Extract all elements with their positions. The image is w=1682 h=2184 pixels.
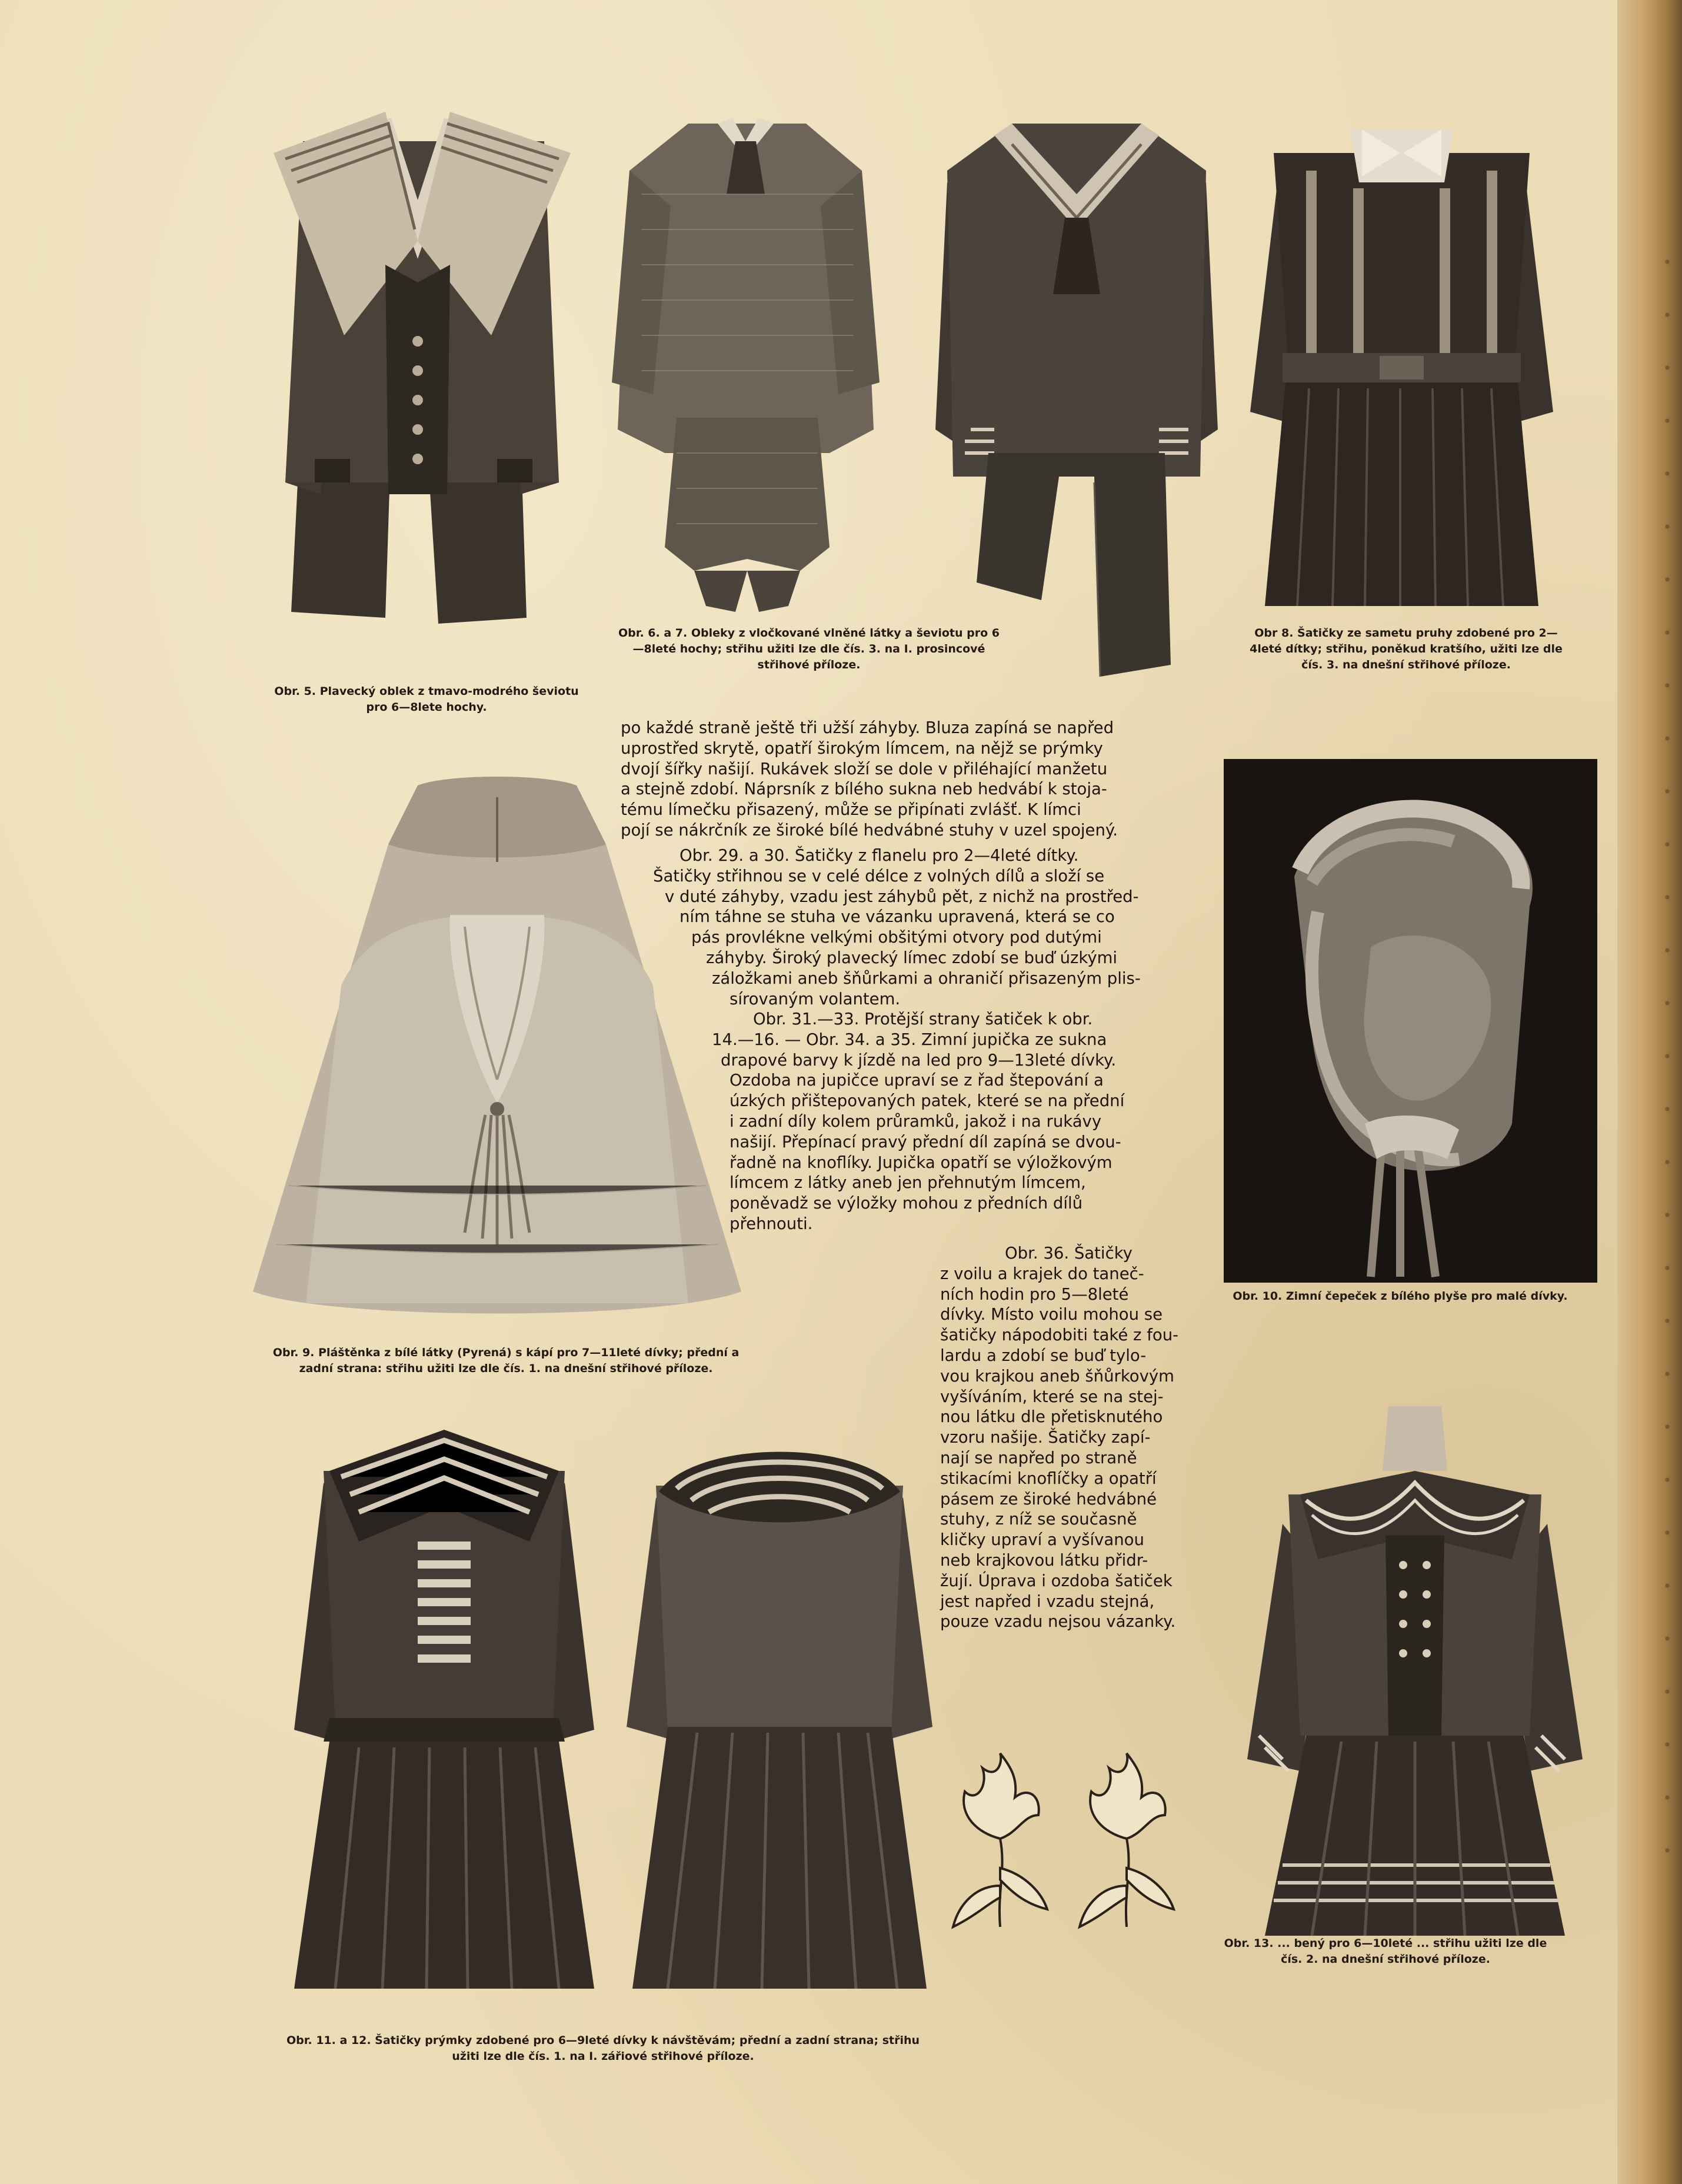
- text-line: úzkých přištepovaných patek, které se na přední: [730, 1091, 1125, 1111]
- figure-10-winter-bonnet-photo: [1224, 759, 1597, 1283]
- figure-5-sailor-suit: [268, 106, 577, 647]
- text-line: kličky upraví a vyšívanou: [940, 1530, 1144, 1550]
- text-line: z voilu a krajek do taneč-: [940, 1264, 1144, 1283]
- text-line: jest napřed i vzadu stejná,: [940, 1592, 1155, 1611]
- text-line: záložkami aneb šňůrkami a ohraničí přisazeným plis-: [712, 968, 1141, 988]
- text-line: ním táhne se stuha ve vázanku upravená, která se co: [680, 907, 1115, 927]
- text-line: Obr. 29. a 30. Šatičky z flanelu pro 2—4leté dítky.: [680, 846, 1079, 865]
- article-text-obr-36: [940, 1243, 1193, 1632]
- text-line: pouze vzadu nejsou vázanky.: [940, 1612, 1176, 1632]
- text-line: záhyby. Široký plavecký límec zdobí se buď úzkými: [706, 948, 1118, 967]
- flower-ornament-left: [941, 1750, 1059, 1933]
- text-line: pojí se nákrčník ze široké bílé hedvábné stuhy v uzel spojený.: [621, 820, 1118, 840]
- text-line: dívky. Místo voilu mohou se: [940, 1305, 1163, 1324]
- caption-obr-6-7: Obr. 6. a 7. Obleky z vločkované vlněné látky a ševiotu pro 6—8leté hochy; střihu užiti lze dle čís. 3. na I. prosincové střihové příloze.: [618, 627, 1000, 671]
- article-text-obr-31-35: [706, 1009, 1206, 1234]
- article-text-obr-29-30: [653, 845, 1194, 1009]
- text-line: po každé straně ještě tři užší záhyby. Bluza zapíná se napřed: [621, 718, 1114, 737]
- text-line: přehnouti.: [730, 1214, 813, 1233]
- figure-6-boys-suit: [606, 100, 885, 630]
- text-line: poněvadž se výložky mohou z předních dílů: [730, 1194, 1083, 1213]
- flower-ornament-right: [1068, 1750, 1185, 1933]
- text-line: ních hodin pro 5—8leté: [940, 1284, 1129, 1304]
- text-line: pásem ze široké hedvábné: [940, 1489, 1157, 1509]
- text-line: dvojí šířky našijí. Rukávek složí se dole v přiléhající manžetu: [621, 759, 1108, 778]
- caption-obr-11-12: Obr. 11. a 12. Šatičky prýmky zdobené pro 6—9leté dívky k návštěvám; přední a zadní strana; střihu užiti lze dle čís. 1. na I. zářiové střihové příloze.: [286, 2034, 920, 2063]
- paragraph-blouse-continuation: [621, 718, 1209, 841]
- text-line: tému límečku přisazený, může se připínati zvlášť. K límci: [621, 800, 1081, 820]
- text-line: Ozdoba na jupičce upraví se z řad štepování a: [730, 1071, 1104, 1090]
- text-line: řadně na knoflíky. Jupička opatří se výložkovým: [730, 1153, 1113, 1172]
- text-line: neb krajkovou látku přidr-: [940, 1550, 1148, 1570]
- text-line: šatičky nápodobiti také z fou-: [940, 1326, 1179, 1345]
- text-line: Šatičky střihnou se v celé délce z volných dílů a složí se: [653, 866, 1105, 885]
- book-page-edge: [1617, 0, 1682, 2184]
- text-line: nou látku dle přetisknutého: [940, 1407, 1163, 1427]
- figure-12-dress-back: [627, 1433, 932, 2000]
- text-line: stuhy, z níž se současně: [940, 1510, 1137, 1529]
- caption-obr-8: Obr 8. Šatičky ze sametu pruhy zdobené pro 2—4leté dítky; střihu, poněkud kratšího, užiti lze dle čís. 3. na dnešní střihové příloze.: [1250, 627, 1563, 671]
- text-line: vzoru našije. Šatičky zapí-: [940, 1428, 1151, 1447]
- text-line: sírovaným volantem.: [730, 989, 901, 1008]
- text-line: stikacími knoflíčky a opatří: [940, 1469, 1157, 1488]
- text-line: lardu a zdobí se buď tylo-: [940, 1346, 1147, 1365]
- figure-8-velvet-dress: [1250, 118, 1553, 624]
- text-line: nají se napřed po straně: [940, 1448, 1137, 1467]
- text-line: 14.—16. — Obr. 34. a 35. Zimní jupička ze sukna: [712, 1030, 1107, 1049]
- text-line: v duté záhyby, vzadu jest záhybů pět, z nichž na prostřed-: [665, 887, 1139, 906]
- figure-7-sailor-suit: [924, 100, 1230, 688]
- text-line: vou krajkou aneb šňůrkovým: [940, 1366, 1174, 1386]
- caption-obr-5: Obr. 5. Plavecký oblek z tmavo-modrého ševiotu pro 6—8lete hochy.: [274, 685, 579, 714]
- text-line: drapové barvy k jízdě na led pro 9—13leté dívky.: [721, 1050, 1117, 1070]
- text-line: našijí. Přepínací pravý přední díl zapíná se dvou-: [730, 1132, 1121, 1151]
- text-line: Obr. 36. Šatičky: [1005, 1244, 1133, 1263]
- caption-obr-9: Obr. 9. Pláštěnka z bílé látky (Pyrená) s kápí pro 7—11leté dívky; přední a zadní strana: střihu užiti lze dle čís. 1. na dnešní střihové příloze.: [272, 1346, 740, 1375]
- text-line: vyšíváním, které se na stej-: [940, 1387, 1164, 1406]
- article-text-top: [621, 718, 1209, 841]
- caption-obr-10: Obr. 10. Zimní čepeček z bílého plyše pro malé dívky.: [1233, 1290, 1568, 1303]
- binding-holes: [1663, 235, 1671, 1883]
- text-line: a stejně zdobí. Náprsník z bílého sukna neb hedvábí k stoja-: [621, 780, 1107, 799]
- figure-11-dress-front: [288, 1424, 600, 2000]
- text-line: uprostřed skrytě, opatří širokým límcem, na nějž se prýmky: [621, 738, 1103, 758]
- figure-13-girl-jacket-dress: [1247, 1406, 1583, 1942]
- text-line: Obr. 31.—33. Protější strany šatiček k obr.: [753, 1010, 1093, 1028]
- text-line: límcem z látky aneb jen přehnutým límcem,: [730, 1173, 1086, 1193]
- text-line: pás provlékne velkými obšitými otvory pod dutými: [691, 928, 1102, 947]
- text-line: i zadní díly kolem průramků, jakož i na rukávy: [730, 1111, 1102, 1131]
- text-line: žují. Úprava i ozdoba šatiček: [940, 1571, 1173, 1590]
- caption-obr-13: Obr. 13. ... bený pro 6—10leté ... střihu užiti lze dle čís. 2. na dnešní střihové příloze.: [1224, 1937, 1547, 1966]
